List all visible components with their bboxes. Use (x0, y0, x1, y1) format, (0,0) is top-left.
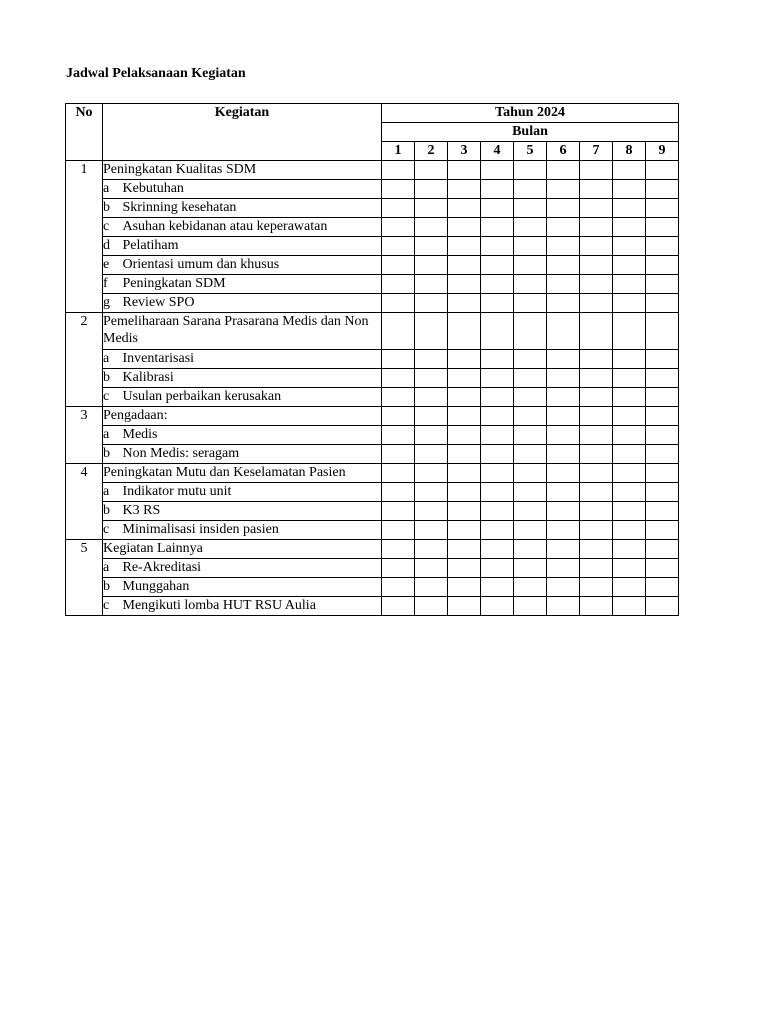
schedule-cell (481, 597, 514, 616)
schedule-cell (481, 218, 514, 237)
schedule-cell (415, 407, 448, 426)
schedule-cell (547, 445, 580, 464)
schedule-cell (448, 521, 481, 540)
activity-letter: a (103, 559, 123, 578)
schedule-cell (481, 578, 514, 597)
activity-letter: c (103, 597, 123, 616)
schedule-cell (448, 369, 481, 388)
activity-text: Re-Akreditasi (123, 559, 382, 578)
schedule-cell (646, 294, 679, 313)
schedule-cell (580, 350, 613, 369)
activity-text: Kalibrasi (123, 369, 382, 388)
schedule-cell (448, 388, 481, 407)
schedule-cell (646, 180, 679, 199)
schedule-cell (481, 199, 514, 218)
schedule-cell (580, 540, 613, 559)
schedule-cell (382, 483, 415, 502)
schedule-cell (646, 161, 679, 180)
schedule-cell (382, 313, 415, 350)
schedule-cell (547, 597, 580, 616)
schedule-cell (646, 275, 679, 294)
schedule-cell (646, 559, 679, 578)
schedule-cell (481, 521, 514, 540)
schedule-cell (448, 426, 481, 445)
activity-row (66, 521, 679, 540)
schedule-cell (514, 578, 547, 597)
schedule-cell (382, 426, 415, 445)
schedule-cell (382, 597, 415, 616)
activity-letter: c (103, 388, 123, 407)
schedule-cell (580, 275, 613, 294)
schedule-cell (646, 597, 679, 616)
schedule-cell (646, 256, 679, 275)
schedule-cell (448, 502, 481, 521)
schedule-cell (415, 275, 448, 294)
group-number: 2 (66, 313, 103, 407)
header-month: 7 (580, 142, 613, 161)
schedule-body (66, 161, 679, 616)
group-title: Peningkatan Mutu dan Keselamatan Pasien (103, 464, 382, 483)
schedule-cell (580, 597, 613, 616)
schedule-cell (481, 540, 514, 559)
schedule-cell (613, 350, 646, 369)
activity-text: Minimalisasi insiden pasien (123, 521, 382, 540)
schedule-cell (646, 483, 679, 502)
schedule-cell (646, 199, 679, 218)
schedule-cell (547, 502, 580, 521)
header-kegiatan: Kegiatan (103, 104, 382, 161)
schedule-cell (613, 464, 646, 483)
schedule-cell (613, 502, 646, 521)
schedule-cell (382, 540, 415, 559)
schedule-cell (415, 578, 448, 597)
schedule-cell (448, 313, 481, 350)
schedule-cell (646, 237, 679, 256)
group-title: Pemeliharaan Sarana Prasarana Medis dan Non Medis (103, 313, 382, 350)
schedule-cell (448, 256, 481, 275)
activity-letter: e (103, 256, 123, 275)
schedule-cell (415, 199, 448, 218)
schedule-cell (646, 350, 679, 369)
schedule-cell (382, 445, 415, 464)
schedule-cell (514, 161, 547, 180)
schedule-cell (547, 407, 580, 426)
schedule-cell (448, 597, 481, 616)
schedule-cell (514, 256, 547, 275)
schedule-cell (415, 502, 448, 521)
schedule-cell (481, 161, 514, 180)
schedule-cell (580, 483, 613, 502)
activity-row (66, 180, 679, 199)
schedule-cell (448, 161, 481, 180)
schedule-cell (646, 388, 679, 407)
schedule-cell (580, 502, 613, 521)
schedule-cell (646, 502, 679, 521)
schedule-cell (580, 313, 613, 350)
schedule-cell (481, 313, 514, 350)
schedule-cell (613, 294, 646, 313)
schedule-cell (646, 445, 679, 464)
schedule-cell (415, 313, 448, 350)
activity-row (66, 275, 679, 294)
schedule-cell (613, 313, 646, 350)
schedule-cell (382, 256, 415, 275)
activity-row (66, 294, 679, 313)
schedule-cell (646, 540, 679, 559)
schedule-cell (481, 369, 514, 388)
schedule-cell (415, 180, 448, 199)
schedule-cell (415, 350, 448, 369)
schedule-cell (415, 464, 448, 483)
schedule-cell (382, 369, 415, 388)
schedule-cell (580, 464, 613, 483)
schedule-cell (481, 483, 514, 502)
schedule-cell (547, 350, 580, 369)
schedule-cell (580, 369, 613, 388)
schedule-cell (547, 180, 580, 199)
schedule-cell (514, 199, 547, 218)
schedule-cell (382, 464, 415, 483)
schedule-cell (481, 559, 514, 578)
schedule-cell (415, 445, 448, 464)
schedule-cell (613, 559, 646, 578)
document-title: Jadwal Pelaksanaan Kegiatan (66, 66, 246, 81)
schedule-cell (514, 559, 547, 578)
schedule-cell (415, 540, 448, 559)
header-month: 6 (547, 142, 580, 161)
header-month: 4 (481, 142, 514, 161)
schedule-cell (547, 294, 580, 313)
activity-row (66, 578, 679, 597)
header-month: 2 (415, 142, 448, 161)
schedule-cell (514, 369, 547, 388)
activity-row (66, 199, 679, 218)
schedule-cell (580, 256, 613, 275)
schedule-cell (613, 521, 646, 540)
schedule-cell (448, 350, 481, 369)
header-bulan: Bulan (382, 123, 679, 142)
activity-text: Orientasi umum dan khusus (123, 256, 382, 275)
activity-text: Medis (123, 426, 382, 445)
schedule-cell (613, 388, 646, 407)
schedule-cell (646, 313, 679, 350)
schedule-cell (613, 597, 646, 616)
schedule-cell (547, 275, 580, 294)
activity-letter: a (103, 483, 123, 502)
schedule-cell (514, 502, 547, 521)
schedule-cell (382, 161, 415, 180)
schedule-cell (580, 218, 613, 237)
schedule-cell (448, 464, 481, 483)
activity-text: Peningkatan SDM (123, 275, 382, 294)
activity-letter: a (103, 350, 123, 369)
schedule-cell (514, 275, 547, 294)
group-number: 1 (66, 161, 103, 313)
schedule-cell (448, 540, 481, 559)
schedule-cell (580, 521, 613, 540)
schedule-cell (382, 521, 415, 540)
schedule-cell (382, 407, 415, 426)
schedule-cell (514, 350, 547, 369)
schedule-cell (514, 294, 547, 313)
schedule-cell (646, 369, 679, 388)
activity-row (66, 502, 679, 521)
schedule-cell (613, 275, 646, 294)
activity-row (66, 388, 679, 407)
schedule-cell (481, 407, 514, 426)
schedule-cell (448, 578, 481, 597)
schedule-cell (448, 180, 481, 199)
activity-text: Usulan perbaikan kerusakan (123, 388, 382, 407)
schedule-cell (415, 294, 448, 313)
schedule-cell (547, 199, 580, 218)
schedule-cell (514, 407, 547, 426)
schedule-cell (415, 483, 448, 502)
header-month: 9 (646, 142, 679, 161)
schedule-cell (646, 407, 679, 426)
schedule-cell (547, 237, 580, 256)
schedule-cell (448, 199, 481, 218)
activity-letter: b (103, 199, 123, 218)
activity-text: Asuhan kebidanan atau keperawatan (123, 218, 382, 237)
activity-letter: d (103, 237, 123, 256)
schedule-cell (382, 559, 415, 578)
schedule-cell (580, 578, 613, 597)
header-month: 3 (448, 142, 481, 161)
schedule-cell (580, 180, 613, 199)
schedule-cell (382, 294, 415, 313)
group-row (66, 313, 679, 350)
header-tahun: Tahun 2024 (382, 104, 679, 123)
schedule-cell (382, 275, 415, 294)
schedule-cell (382, 502, 415, 521)
schedule-cell (547, 388, 580, 407)
activity-letter: f (103, 275, 123, 294)
schedule-cell (382, 350, 415, 369)
schedule-cell (646, 426, 679, 445)
activity-row (66, 256, 679, 275)
schedule-cell (613, 578, 646, 597)
schedule-cell (415, 256, 448, 275)
schedule-cell (646, 578, 679, 597)
schedule-cell (580, 199, 613, 218)
schedule-cell (382, 180, 415, 199)
schedule-cell (646, 521, 679, 540)
schedule-cell (514, 388, 547, 407)
schedule-cell (382, 199, 415, 218)
header-no: No (66, 104, 103, 161)
schedule-cell (580, 388, 613, 407)
activity-letter: c (103, 218, 123, 237)
schedule-cell (415, 597, 448, 616)
activity-letter: b (103, 502, 123, 521)
schedule-cell (481, 350, 514, 369)
group-title: Peningkatan Kualitas SDM (103, 161, 382, 180)
schedule-cell (481, 294, 514, 313)
activity-row (66, 559, 679, 578)
schedule-cell (547, 540, 580, 559)
schedule-cell (613, 540, 646, 559)
schedule-cell (481, 237, 514, 256)
schedule-cell (382, 218, 415, 237)
schedule-cell (613, 483, 646, 502)
schedule-cell (448, 445, 481, 464)
schedule-cell (514, 237, 547, 256)
activity-row (66, 350, 679, 369)
group-number: 3 (66, 407, 103, 464)
schedule-cell (448, 483, 481, 502)
schedule-cell (481, 445, 514, 464)
schedule-cell (481, 180, 514, 199)
schedule-cell (382, 578, 415, 597)
header-month: 5 (514, 142, 547, 161)
schedule-table (65, 103, 679, 616)
schedule-cell (448, 275, 481, 294)
schedule-cell (547, 578, 580, 597)
group-row (66, 464, 679, 483)
activity-letter: a (103, 180, 123, 199)
schedule-cell (613, 445, 646, 464)
activity-text: Munggahan (123, 578, 382, 597)
schedule-cell (547, 464, 580, 483)
schedule-cell (580, 445, 613, 464)
group-row (66, 161, 679, 180)
activity-text: K3 RS (123, 502, 382, 521)
schedule-cell (415, 369, 448, 388)
schedule-cell (448, 237, 481, 256)
activity-text: Indikator mutu unit (123, 483, 382, 502)
group-title: Pengadaan: (103, 407, 382, 426)
activity-text: Mengikuti lomba HUT RSU Aulia (123, 597, 382, 616)
header-month: 1 (382, 142, 415, 161)
schedule-cell (613, 426, 646, 445)
schedule-cell (580, 426, 613, 445)
activity-letter: g (103, 294, 123, 313)
schedule-cell (547, 369, 580, 388)
activity-text: Review SPO (123, 294, 382, 313)
header-month: 8 (613, 142, 646, 161)
schedule-cell (514, 180, 547, 199)
schedule-cell (415, 237, 448, 256)
schedule-cell (448, 559, 481, 578)
schedule-cell (547, 426, 580, 445)
activity-row (66, 445, 679, 464)
schedule-cell (547, 256, 580, 275)
activity-text: Inventarisasi (123, 350, 382, 369)
schedule-cell (613, 161, 646, 180)
schedule-cell (514, 313, 547, 350)
group-number: 4 (66, 464, 103, 540)
schedule-cell (514, 540, 547, 559)
activity-row (66, 218, 679, 237)
schedule-cell (481, 275, 514, 294)
schedule-cell (613, 256, 646, 275)
activity-text: Skrinning kesehatan (123, 199, 382, 218)
activity-letter: a (103, 426, 123, 445)
schedule-cell (415, 426, 448, 445)
schedule-cell (547, 313, 580, 350)
schedule-cell (613, 218, 646, 237)
schedule-cell (580, 161, 613, 180)
schedule-cell (547, 559, 580, 578)
schedule-cell (613, 199, 646, 218)
activity-text: Pelatiham (123, 237, 382, 256)
schedule-cell (514, 597, 547, 616)
schedule-cell (415, 521, 448, 540)
activity-row (66, 369, 679, 388)
activity-letter: b (103, 578, 123, 597)
schedule-cell (514, 521, 547, 540)
schedule-cell (580, 407, 613, 426)
group-row (66, 540, 679, 559)
activity-row (66, 237, 679, 256)
schedule-cell (547, 483, 580, 502)
schedule-cell (646, 464, 679, 483)
activity-row (66, 483, 679, 502)
schedule-cell (613, 407, 646, 426)
schedule-cell (580, 237, 613, 256)
schedule-cell (580, 559, 613, 578)
schedule-cell (547, 521, 580, 540)
schedule-cell (613, 180, 646, 199)
schedule-cell (514, 218, 547, 237)
schedule-cell (382, 388, 415, 407)
schedule-cell (514, 483, 547, 502)
activity-text: Kebutuhan (123, 180, 382, 199)
schedule-cell (415, 161, 448, 180)
activity-row (66, 426, 679, 445)
schedule-cell (514, 445, 547, 464)
schedule-cell (382, 237, 415, 256)
schedule-cell (481, 388, 514, 407)
group-row (66, 407, 679, 426)
activity-letter: c (103, 521, 123, 540)
activity-letter: b (103, 445, 123, 464)
schedule-cell (613, 369, 646, 388)
schedule-cell (481, 502, 514, 521)
schedule-cell (448, 407, 481, 426)
schedule-cell (547, 161, 580, 180)
activity-row (66, 597, 679, 616)
schedule-cell (481, 426, 514, 445)
schedule-cell (547, 218, 580, 237)
schedule-cell (448, 294, 481, 313)
activity-letter: b (103, 369, 123, 388)
group-number: 5 (66, 540, 103, 616)
schedule-cell (514, 464, 547, 483)
schedule-cell (613, 237, 646, 256)
schedule-cell (481, 256, 514, 275)
schedule-cell (646, 218, 679, 237)
activity-text: Non Medis: seragam (123, 445, 382, 464)
schedule-cell (415, 388, 448, 407)
schedule-cell (481, 464, 514, 483)
schedule-cell (448, 218, 481, 237)
schedule-cell (514, 426, 547, 445)
schedule-cell (415, 218, 448, 237)
schedule-cell (580, 294, 613, 313)
group-title: Kegiatan Lainnya (103, 540, 382, 559)
schedule-cell (415, 559, 448, 578)
